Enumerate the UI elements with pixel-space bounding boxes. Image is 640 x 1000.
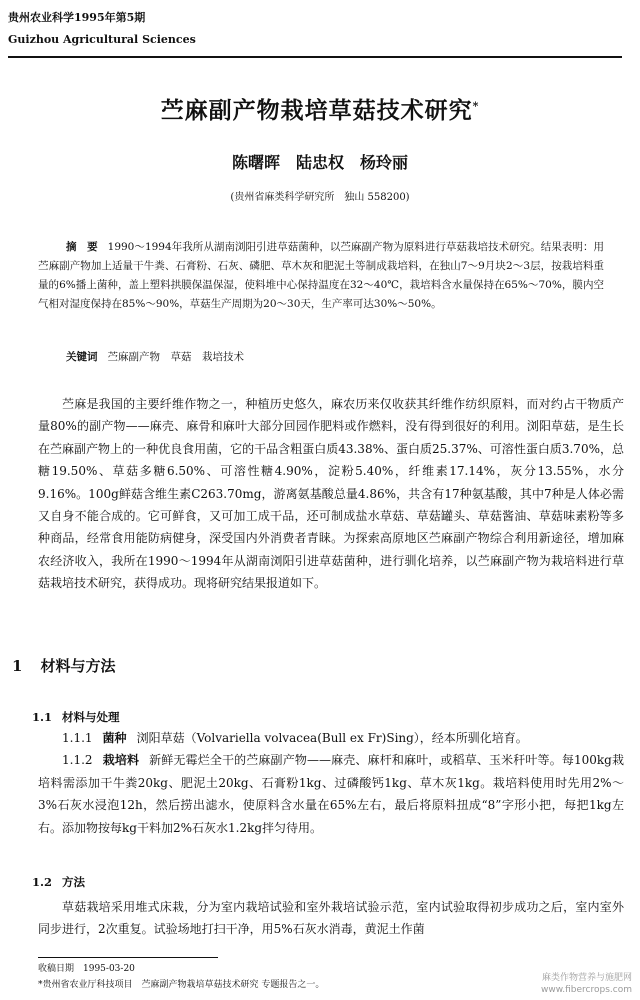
methods-paragraph: 草菇栽培采用堆式床栽，分为室内栽培试验和室外栽培试验示范，室内试验取得初步成功之后，室内室外同步进行，2次重复。试验场地打扫干净，用5%石灰水消毒，黄泥土作菌: [38, 900, 624, 937]
header-divider: [8, 56, 622, 58]
authors: 陈曙晖 陆忠权 杨玲丽: [231, 153, 408, 172]
subsection-title: 材料与处理: [62, 710, 120, 724]
section-heading: [12, 655, 115, 676]
keywords: [66, 349, 606, 364]
journal-name-cn: 贵州农业科学1995年第5期: [8, 11, 146, 24]
watermark-line-2: www.fibercrops.com: [541, 985, 632, 995]
abstract-text: 1990～1994年我所从湖南浏阳引进草菇菌种，以苎麻副产物为原料进行草菇栽培技术研究。结果表明：用苎麻副产物加上适量干牛粪、石膏粉、石灰、磷肥、草木灰和肥泥土等制成栽培料，在独山7～9月块2～3层，按栽培料重量的6%播上菌种，盖上塑料拱膜保温保湿，使料堆中心保持温度在32～40℃，栽培料含水量保持在65%～70%，膜内空气相对湿度保持在85%～90%，草菇生产周期为20～30天，生产率可达30%～50%。: [38, 241, 604, 310]
material-item-strain: [38, 727, 624, 749]
abstract-label: 摘 要: [66, 241, 98, 253]
paper-title: [0, 92, 640, 125]
keywords-label: 关键词: [66, 351, 98, 363]
subsection-title: 方法: [62, 875, 86, 889]
item-number: 1.1.1: [62, 731, 93, 745]
item-label: 栽培料: [102, 753, 140, 768]
item-text: 新鲜无霉烂全干的苎麻副产物——麻壳、麻杆和麻叶，或稻草、玉米秆叶等。每100kg栽培料需添加干牛粪20kg、肥泥土20kg、石膏粉1kg、过磷酸钙1kg、草木灰1kg。栽培料使用时先用2%～3%石灰水浸泡12h，然后捞出滤水，使原料含水量在65%左右，最后将原料扭成“8”字形小把，每把1kg左右。添加物按每kg干料加2%石灰水1.2kg拌匀待用。: [38, 753, 624, 835]
item-label: 菌种: [102, 731, 127, 745]
footnote-project: *贵州省农业厅科技项目 苎麻副产物栽培草菇技术研究 专题报告之一。: [38, 980, 325, 990]
item-number: 1.1.2: [62, 753, 93, 768]
footnote-received-date: 收稿日期 1995-03-20: [38, 964, 135, 974]
paper-title-text: 苎麻副产物栽培草菇技术研究: [160, 97, 473, 124]
item-text: 浏阳草菇（Volvariella volvacea(Bull ex Fr)Sing），经本所驯化培育。: [136, 731, 528, 745]
watermark-line-1: 麻类作物营养与施肥网: [541, 973, 632, 983]
abstract: [38, 238, 604, 314]
material-item-substrate: [38, 749, 624, 839]
subsection-heading-methods: [32, 874, 85, 890]
footnote-divider: [38, 957, 218, 958]
keywords-text: 苎麻副产物 草菇 栽培技术: [107, 351, 244, 363]
watermark: [541, 972, 632, 996]
subsection-heading-materials: [32, 709, 120, 725]
subsection-number: 1.1: [32, 710, 53, 724]
section-title: 材料与方法: [40, 657, 116, 675]
materials-paragraph: [38, 727, 624, 839]
affiliation: (贵州省麻类科学研究所 独山 558200): [230, 192, 410, 203]
title-footnote-mark: *: [472, 99, 480, 113]
subsection-number: 1.2: [32, 875, 53, 889]
intro-paragraph: 苎麻是我国的主要纤维作物之一，种植历史悠久，麻农历来仅收获其纤维作纺织原料，而对约占干物质产量80%的副产物——麻壳、麻骨和麻叶大部分回园作肥料或作燃料，没有得到很好的利用。浏阳草菇，是生长在苎麻副产物上的一种优良食用菌，它的干品含粗蛋白质43.38%、蛋白质25.37%、可溶性蛋白质3.70%，总糖19.50%、草菇多糖6.50%、可溶性糖4.90%，淀粉5.40%，纤维素17.14%，灰分13.55%，水分9.16%。100g鲜菇含维生素C263.70mg，游离氨基酸总量4.86%，共含有17种氨基酸，其中7种是人体必需又自身不能合成的。它可鲜食，又可加工成干品，还可制成盐水草菇、草菇罐头、草菇酱油、草菇味素粉等多种商品，经常食用能防病健身，深受国内外消费者青睐。为探索高原地区苎麻副产物综合利用新途径，增加麻农经济收入，我所在1990～1994年从湖南浏阳引进草菇菌种，进行驯化培养，以苎麻副产物为栽培料进行草菇栽培技术研究，获得成功。现将研究结果报道如下。: [38, 397, 624, 591]
section-number: 1: [12, 657, 23, 675]
journal-name-en: Guizhou Agricultural Sciences: [8, 33, 196, 46]
